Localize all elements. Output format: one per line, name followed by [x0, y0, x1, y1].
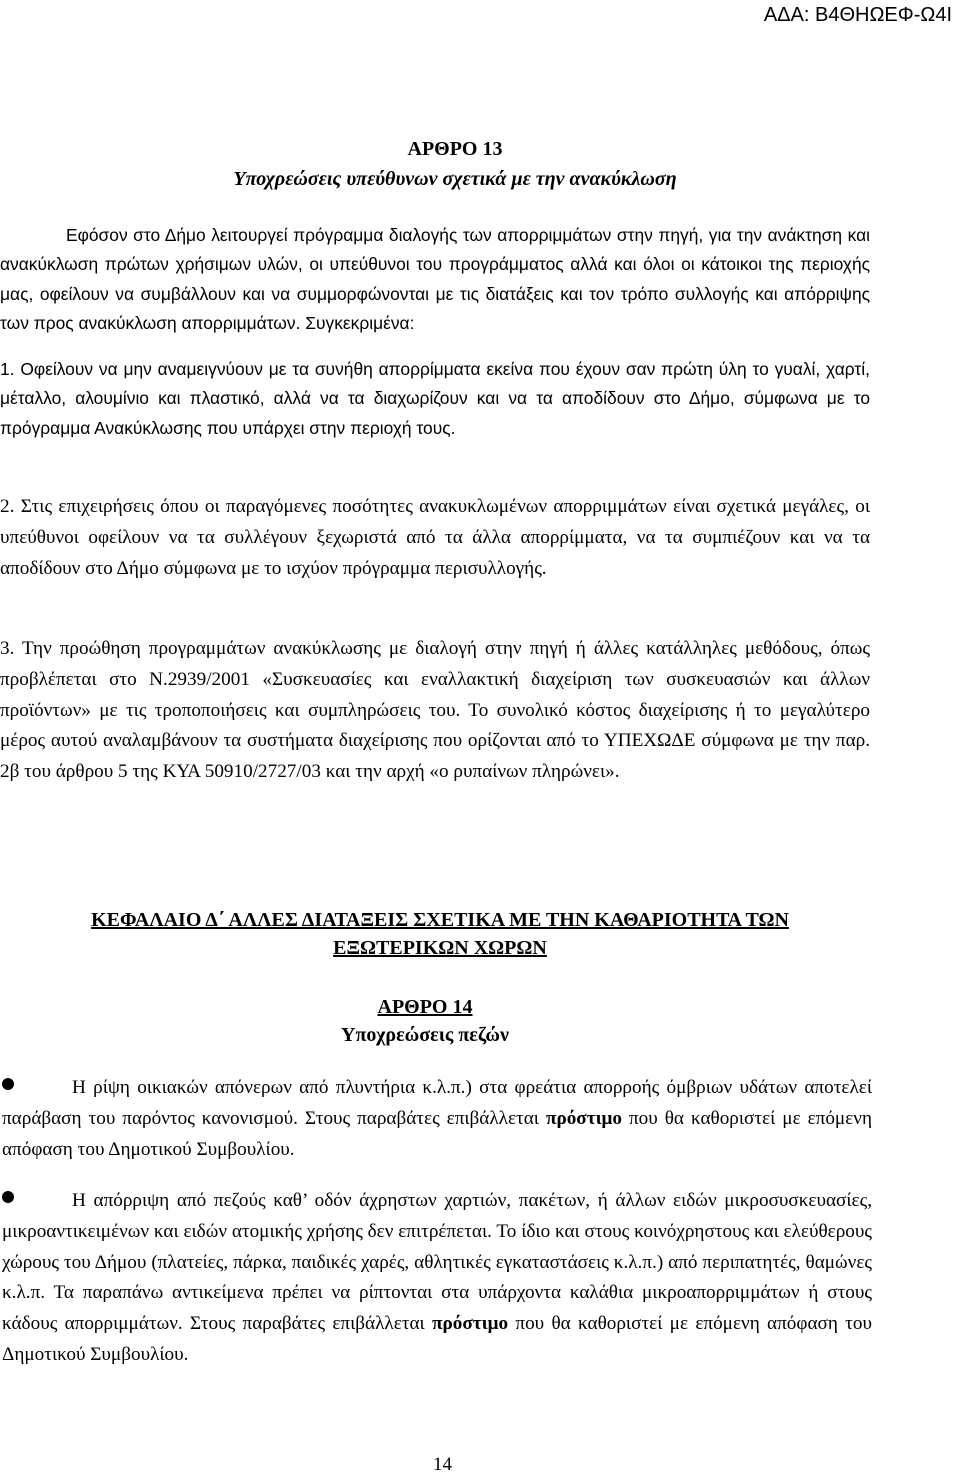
bullet-2-fine: πρόστιμο: [432, 1313, 509, 1335]
chapter-heading-line-1: ΚΕΦΑΛΑΙΟ Δ΄ ΑΛΛΕΣ ΔΙΑΤΑΞΕΙΣ ΣΧΕΤΙΚΑ ΜΕ ΤΗΝ ΚΑΘΑΡΙΟΤΗΤΑ ΤΩΝ: [91, 909, 789, 931]
bullet-2-text: Η απόρριψη από πεζούς καθ’ οδόν άχρηστων χαρτιών, πακέτων, ή άλλων ειδών μικροσυσκευασίες, μικροαντικειμένων και ειδών ατομικής χρήσης δεν επιτρέπεται. Το ίδιο και στους κοινόχρηστους και ελεύθερους χώρους του Δήμου (πλατείες, πάρκα, παιδικές χαρές, αθλητικές εγκαταστάσεις κ.λ.π.) από περιπατητές, θαμώνες κ.λ.π. Τα παραπάνω αντικείμενα πρέπει να ρίπτονται στα υπάρχοντα καλάθια μικροαπορριμμάτων ή στους κάδους απορριμμάτων. Στους παραβάτες επιβάλλεται: [2, 1190, 872, 1335]
chapter-heading-line-2: ΕΞΩΤΕΡΙΚΩΝ ΧΩΡΩΝ: [333, 937, 547, 959]
bullet-dot-icon: [2, 1191, 14, 1203]
bullet-item-1: [2, 1073, 872, 1165]
bullet-2-text-end: που θα καθοριστεί με επόμενη απόφαση του Δημοτικού Συμβουλίου.: [2, 1313, 872, 1365]
bullet-dot-icon: [2, 1078, 14, 1090]
article-13-item-3: 3. Την προώθηση προγραμμάτων ανακύκλωσης με διαλογή στην πηγή ή άλλες κατάλληλες μεθόδους, όπως προβλέπεται στο Ν.2939/2001 «Συσκευασίες και εναλλακτική διαχείριση των συσκευασιών και άλλων προϊόντων» με τις τροποποιήσεις και συμπληρώσεις του. Το συνολικό κόστος διαχείρισης ή το μεγαλύτερο μέρος αυτού αναλαμβάνουν τα συστήματα διαχείρισης που ορίζονται από το ΥΠΕΧΩΔΕ σύμφωνα με την παρ. 2β του άρθρου 5 της ΚΥΑ 50910/2727/03 και την αρχή «ο ρυπαίνων πληρώνει».: [0, 638, 870, 783]
bullet-item-2: [2, 1186, 872, 1371]
article-13-label: ΑΡΘΡΟ 13: [407, 138, 503, 160]
article-13-title: Υποχρεώσεις υπεύθυνων σχετικά με την ανακύκλωση: [233, 168, 677, 190]
bullet-1-fine: πρόστιμο: [545, 1107, 623, 1129]
article-14-title: Υποχρεώσεις πεζών: [341, 1024, 509, 1046]
ada-code: ΑΔΑ: Β4ΘΗΩΕΦ-Ω4Ι: [763, 4, 952, 26]
article-14-label: ΑΡΘΡΟ 14: [377, 996, 473, 1018]
page-number: 14: [433, 1454, 452, 1475]
article-13-item-1: 1. Οφείλουν να μην αναμειγνύουν με τα συνήθη απορρίμματα εκείνα που έχουν σαν πρώτη ύλη το γυαλί, χαρτί, μέταλλο, αλουμίνιο και πλαστικό, αλλά να τα διαχωρίζουν και να τα αποδίδουν στο Δήμο, σύμφωνα με το πρόγραμμα Ανακύκλωσης που υπάρχει στην περιοχή τους.: [0, 359, 870, 438]
article-13-item-2: 2. Στις επιχειρήσεις όπου οι παραγόμενες ποσότητες ανακυκλωμένων απορριμμάτων είναι σχετικά μεγάλες, οι υπεύθυνοι οφείλουν να τα συλλέγουν ξεχωριστά από τα άλλα απορρίμματα, να τα συμπιέζουν και να τα αποδίδουν στο Δήμο σύμφωνα με το ισχύον πρόγραμμα περισυλλογής.: [0, 496, 870, 579]
article-13-intro: Εφόσον στο Δήμο λειτουργεί πρόγραμμα διαλογής των απορριμμάτων στην πηγή, για την ανάκτηση και ανακύκλωση πρώτων χρήσιμων υλών, οι υπεύθυνοι του προγράμματος αλλά και όλοι οι κάτοικοι της περιοχής μας, οφείλουν να συμβάλλουν και να συμμορφώνονται με τις διατάξεις και τον τρόπο συλλογής και απόρριψης των προς ανακύκλωση απορριμμάτων. Συγκεκριμένα:: [0, 225, 870, 333]
bullet-1-text: Η ρίψη οικιακών απόνερων από πλυντήρια κ.λ.π.) στα φρεάτια απορροής όμβριων υδάτων αποτελεί παράβαση του παρόντος κανονισμού. Στους παραβάτες επιβάλλεται: [2, 1077, 872, 1129]
bullet-1-text-end: που θα καθοριστεί με επόμενη απόφαση του Δημοτικού Συμβουλίου.: [2, 1107, 872, 1160]
